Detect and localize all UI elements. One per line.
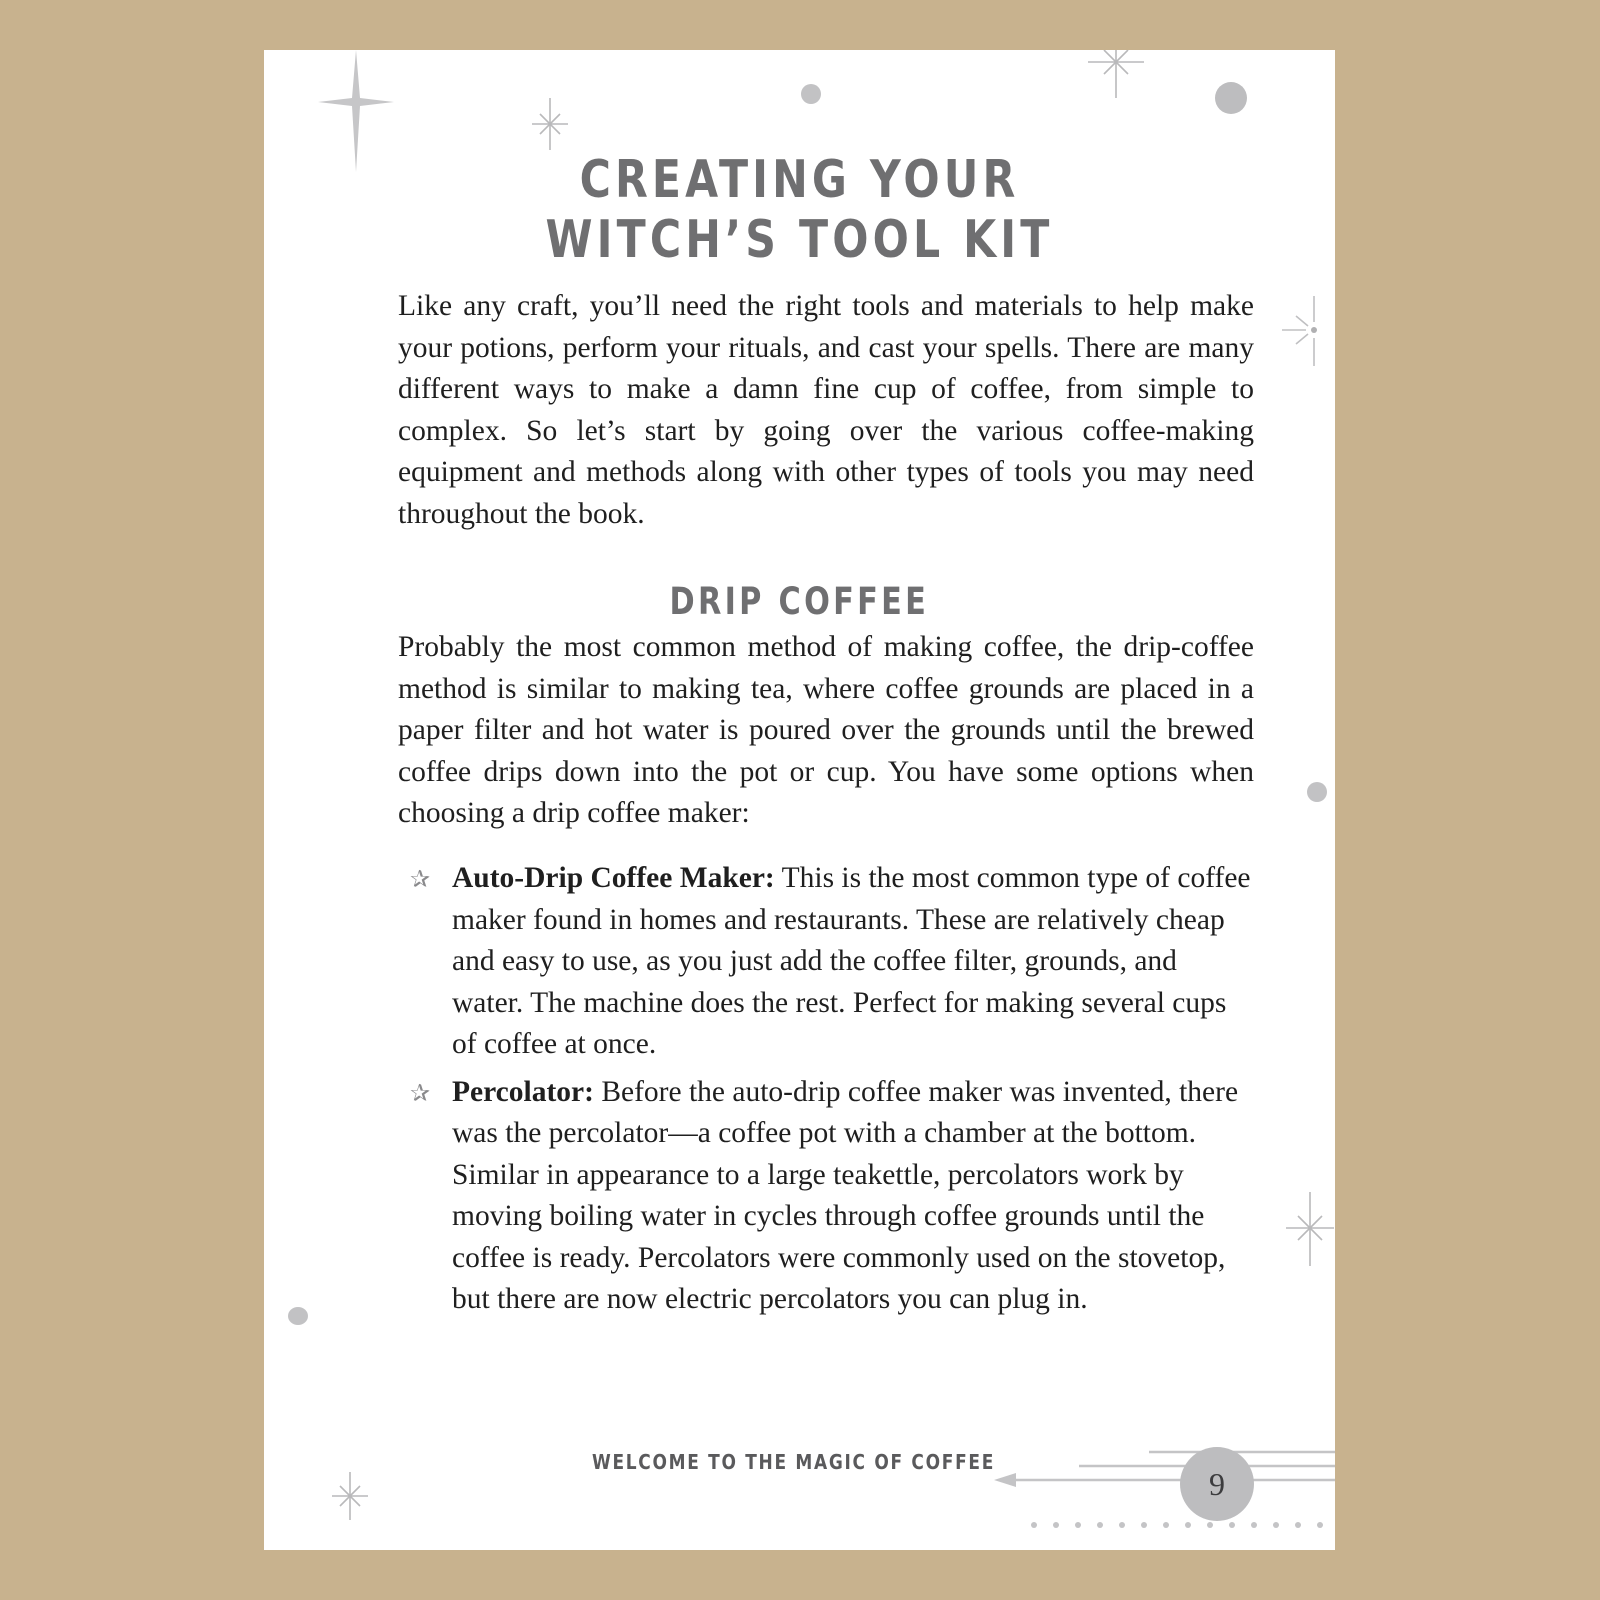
bullet-text: This is the most common type of coffee maker found in homes and restaurants. These are relatively cheap and easy to use, as you just add the coffee filter, grounds, and water. The machine does the rest. Perfect for making several cups of coffee at once. bbox=[452, 862, 1251, 1060]
intro-paragraph: Like any craft, you’ll need the right tools and materials to help make your potions, perform your rituals, and cast your spells. There are many different ways to make a damn fine cup of coffee, from simple to complex. So let’s start by going over the various coffee-making equipment and methods along with other types of tools you may need throughout the book. bbox=[398, 290, 1254, 530]
sparkle-small-icon bbox=[1282, 1192, 1335, 1268]
sparkle-burst-icon bbox=[1280, 296, 1335, 368]
section-paragraph: Probably the most common method of making coffee, the drip-coffee method is similar to making tea, where coffee grounds are placed in a paper filter and hot water is poured over the grounds until the brewed coffee drips down into the pot or cup. You have some options when choosing a drip coffee maker: bbox=[398, 631, 1254, 829]
sparkle-small-icon bbox=[530, 98, 570, 154]
sparkle-small-icon bbox=[330, 1472, 370, 1522]
sparkle-small-icon bbox=[1088, 50, 1144, 100]
dot-icon bbox=[801, 84, 821, 104]
page-number: 9 bbox=[1180, 1447, 1254, 1521]
bullet-term: Auto-Drip Coffee Maker: bbox=[452, 862, 775, 894]
star-bullet-icon: ✰ bbox=[410, 867, 431, 893]
bullet-term: Percolator: bbox=[452, 1075, 594, 1108]
list-item bbox=[398, 858, 1254, 1066]
bullet-text: Before the auto-drip coffee maker was invented, there was the percolator—a coffee pot with a chamber at the bottom. Similar in appearance to a large teakettle, percolators work by moving boiling water in cycles through coffee grounds until the coffee is ready. Percolators were commonly used on the stovetop, but there are now electric percolators you can plug in. bbox=[452, 1075, 1239, 1315]
section-heading bbox=[264, 580, 1335, 623]
page-title bbox=[264, 150, 1335, 270]
arrow-lines-ornament bbox=[994, 1440, 1335, 1540]
bullet-list bbox=[398, 858, 1254, 1327]
title-line-1: CREATING YOUR bbox=[579, 150, 1020, 210]
dot-icon bbox=[1307, 782, 1327, 802]
star-bullet-icon: ✰ bbox=[410, 1080, 431, 1107]
running-head-text: WELCOME TO THE MAGIC OF COFFEE bbox=[592, 1450, 996, 1474]
book-page bbox=[264, 50, 1335, 1550]
section-heading-text: DRIP COFFEE bbox=[669, 580, 930, 623]
dot-icon bbox=[288, 1307, 308, 1325]
title-line-2: WITCH’S TOOL KIT bbox=[545, 210, 1054, 270]
list-item bbox=[398, 1072, 1254, 1321]
dot-icon bbox=[1215, 82, 1247, 114]
